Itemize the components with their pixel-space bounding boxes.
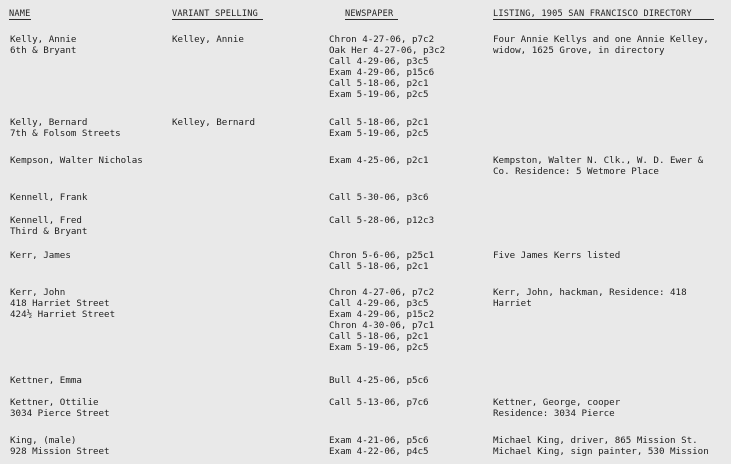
directory-listing-line: Kerr, John, hackman, Residence: 418 <box>493 287 687 298</box>
variant-spelling-line: Kelley, Bernard <box>172 117 255 128</box>
header-listing-underline <box>493 19 714 20</box>
newspaper-citation-cell <box>329 251 434 273</box>
entry-name-cell <box>10 436 110 458</box>
newspaper-citation-line: Oak Her 4-27-06, p3c2 <box>329 44 446 56</box>
entry-name-line: Third & Bryant <box>10 225 88 237</box>
newspaper-citation-cell <box>329 398 429 409</box>
entry-name-cell <box>10 398 110 420</box>
directory-listing-cell <box>493 398 620 420</box>
entry-name-line: Kettner, Emma <box>10 375 82 386</box>
entry-name-cell <box>10 118 121 140</box>
header-variant-spelling: VARIANT SPELLING <box>172 9 258 19</box>
variant-spelling-line: Kelley, Annie <box>172 34 244 45</box>
directory-listing-line: Residence: 3034 Pierce <box>493 407 615 419</box>
newspaper-citation-cell <box>329 376 429 387</box>
entry-name-cell <box>10 193 87 204</box>
newspaper-citation-cell <box>329 156 429 167</box>
newspaper-citation-cell <box>329 35 445 100</box>
entry-name-line: Kelly, Annie <box>10 34 77 45</box>
directory-listing-line: Five James Kerrs listed <box>493 250 621 261</box>
newspaper-citation-line: Chron 4-27-06, p7c2 <box>329 34 435 45</box>
variant-spelling-cell <box>172 35 244 46</box>
newspaper-citation-line: Call 5-18-06, p2c1 <box>329 260 429 272</box>
newspaper-citation-line: Bull 4-25-06, p5c6 <box>329 375 429 386</box>
header-variant-underline <box>172 19 263 20</box>
newspaper-citation-line: Call 5-28-06, p12c3 <box>329 215 435 226</box>
directory-listing-cell <box>493 288 687 310</box>
directory-listing-cell <box>493 35 709 57</box>
entry-name-cell <box>10 35 76 57</box>
newspaper-citation-line: Chron 4-30-06, p7c1 <box>329 319 435 331</box>
directory-listing-line: Michael King, sign painter, 530 Mission <box>493 445 709 457</box>
entry-name-line: Kerr, James <box>10 250 71 261</box>
entry-name-line: King, (male) <box>10 435 77 446</box>
entry-name-line: Kelly, Bernard <box>10 117 88 128</box>
header-name: NAME <box>9 9 31 19</box>
entry-name-line: 6th & Bryant <box>10 44 77 56</box>
newspaper-citation-line: Call 5-13-06, p7c6 <box>329 397 429 408</box>
newspaper-citation-line: Call 5-18-06, p2c1 <box>329 77 429 89</box>
entry-name-line: 928 Mission Street <box>10 445 110 457</box>
newspaper-citation-cell <box>329 193 429 204</box>
directory-listing-line: Harriet <box>493 297 532 309</box>
directory-listing-line: Kempston, Walter N. Clk., W. D. Ewer & <box>493 155 704 166</box>
directory-listing-line: Kettner, George, cooper <box>493 397 621 408</box>
entry-name-line: Kerr, John <box>10 287 66 298</box>
entry-name-cell <box>10 251 71 262</box>
directory-listing-line: Michael King, driver, 865 Mission St. <box>493 435 698 446</box>
directory-listing-cell <box>493 436 709 458</box>
entry-name-line: 7th & Folsom Streets <box>10 127 121 139</box>
entry-name-line: 424½ Harriet Street <box>10 308 116 320</box>
newspaper-citation-line: Exam 5-19-06, p2c5 <box>329 341 429 353</box>
entry-name-cell <box>10 216 87 238</box>
newspaper-citation-line: Call 4-29-06, p3c5 <box>329 297 429 309</box>
header-listing: LISTING, 1905 SAN FRANCISCO DIRECTORY <box>493 9 692 19</box>
directory-listing-line: widow, 1625 Grove, in directory <box>493 44 665 56</box>
newspaper-citation-line: Call 4-29-06, p3c5 <box>329 55 429 67</box>
directory-listing-line: Co. Residence: 5 Wetmore Place <box>493 165 659 177</box>
entry-name-line: Kempson, Walter Nicholas <box>10 155 143 166</box>
header-newspaper: NEWSPAPER <box>345 9 394 19</box>
newspaper-citation-cell <box>329 216 434 227</box>
newspaper-citation-line: Exam 4-22-06, p4c5 <box>329 445 429 457</box>
entry-name-cell <box>10 156 143 167</box>
newspaper-citation-line: Exam 4-29-06, p15c6 <box>329 66 435 78</box>
directory-listing-line: Four Annie Kellys and one Annie Kelley, <box>493 34 709 45</box>
variant-spelling-cell <box>172 118 255 129</box>
directory-listing-cell <box>493 156 703 178</box>
entry-name-cell <box>10 376 82 387</box>
newspaper-citation-cell <box>329 118 429 140</box>
newspaper-citation-cell <box>329 436 429 458</box>
newspaper-citation-cell <box>329 288 434 353</box>
directory-listing-cell <box>493 251 620 262</box>
entry-name-line: 418 Harriet Street <box>10 297 110 309</box>
newspaper-citation-line: Call 5-18-06, p2c1 <box>329 330 429 342</box>
newspaper-citation-line: Chron 5-6-06, p25c1 <box>329 250 435 261</box>
newspaper-citation-line: Exam 5-19-06, p2c5 <box>329 88 429 100</box>
newspaper-citation-line: Exam 5-19-06, p2c5 <box>329 127 429 139</box>
header-newspaper-underline <box>345 19 398 20</box>
entry-name-line: 3034 Pierce Street <box>10 407 110 419</box>
header-name-underline <box>9 19 31 20</box>
entry-name-cell <box>10 288 115 321</box>
entry-name-line: Kennell, Frank <box>10 192 88 203</box>
newspaper-citation-line: Chron 4-27-06, p7c2 <box>329 287 435 298</box>
newspaper-citation-line: Exam 4-21-06, p5c6 <box>329 435 429 446</box>
newspaper-citation-line: Exam 4-25-06, p2c1 <box>329 155 429 166</box>
newspaper-citation-line: Call 5-18-06, p2c1 <box>329 117 429 128</box>
newspaper-citation-line: Call 5-30-06, p3c6 <box>329 192 429 203</box>
newspaper-citation-line: Exam 4-29-06, p15c2 <box>329 308 435 320</box>
entry-name-line: Kennell, Fred <box>10 215 82 226</box>
entry-name-line: Kettner, Ottilie <box>10 397 99 408</box>
